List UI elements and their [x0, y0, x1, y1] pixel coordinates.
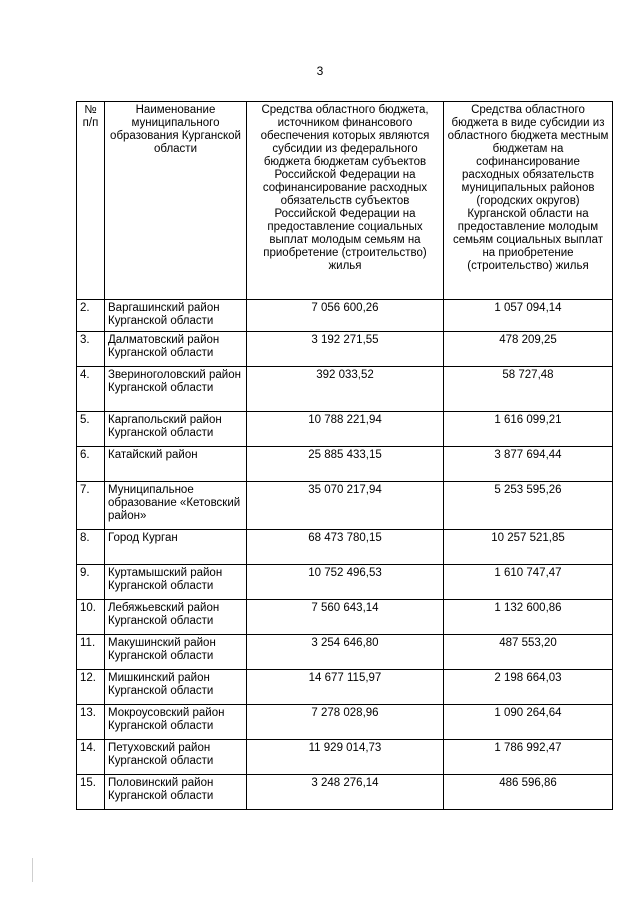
regional-funds-value: 1 057 094,14 — [444, 300, 613, 332]
table-body — [77, 300, 613, 810]
regional-funds-value: 58 727,48 — [444, 367, 613, 412]
municipality-name: Звериноголовский район Курганской области — [105, 367, 247, 412]
federal-funds-value: 14 677 115,97 — [247, 670, 444, 705]
federal-funds-value: 7 056 600,26 — [247, 300, 444, 332]
federal-funds-value: 11 929 014,73 — [247, 740, 444, 775]
table-row — [77, 740, 613, 775]
regional-funds-value: 10 257 521,85 — [444, 530, 613, 565]
row-number: 4. — [77, 367, 105, 412]
row-number: 9. — [77, 565, 105, 600]
regional-funds-value: 478 209,25 — [444, 332, 613, 367]
municipality-name: Мишкинский район Курганской области — [105, 670, 247, 705]
municipality-name: Варгашинский район Курганской области — [105, 300, 247, 332]
municipality-name: Половинский район Курганской области — [105, 775, 247, 810]
header-number: № п/п — [77, 102, 105, 300]
table-row — [77, 530, 613, 565]
regional-funds-value: 1 616 099,21 — [444, 412, 613, 447]
table-row — [77, 300, 613, 332]
table-row — [77, 600, 613, 635]
row-number: 8. — [77, 530, 105, 565]
table-row — [77, 367, 613, 412]
row-number: 14. — [77, 740, 105, 775]
header-regional-funds: Средства областного бюджета в виде субсидии из областного бюджета местным бюджетам на софинансирование расходных обязательств муниципальных районов (городских округов) Курганской области на предоставление молодым семьям социальных выплат на приобретение (строительство) жилья — [444, 102, 613, 300]
regional-funds-value: 1 090 264,64 — [444, 705, 613, 740]
municipality-name: Муниципальное образование «Кетовский район» — [105, 482, 247, 530]
scan-artifact — [32, 858, 33, 882]
federal-funds-value: 10 788 221,94 — [247, 412, 444, 447]
row-number: 6. — [77, 447, 105, 482]
municipality-name: Город Курган — [105, 530, 247, 565]
row-number: 15. — [77, 775, 105, 810]
table-row — [77, 412, 613, 447]
row-number: 2. — [77, 300, 105, 332]
federal-funds-value: 7 278 028,96 — [247, 705, 444, 740]
federal-funds-value: 3 254 646,80 — [247, 635, 444, 670]
table-row — [77, 670, 613, 705]
federal-funds-value: 68 473 780,15 — [247, 530, 444, 565]
federal-funds-value: 10 752 496,53 — [247, 565, 444, 600]
table-row — [77, 447, 613, 482]
federal-funds-value: 392 033,52 — [247, 367, 444, 412]
header-row — [77, 102, 613, 300]
header-municipality: Наименование муниципального образования Курганской области — [105, 102, 247, 300]
regional-funds-value: 1 786 992,47 — [444, 740, 613, 775]
row-number: 5. — [77, 412, 105, 447]
regional-funds-value: 3 877 694,44 — [444, 447, 613, 482]
budget-table — [76, 101, 613, 810]
municipality-name: Куртамышский район Курганской области — [105, 565, 247, 600]
table-row — [77, 775, 613, 810]
table-row — [77, 635, 613, 670]
table-header — [77, 102, 613, 300]
regional-funds-value: 5 253 595,26 — [444, 482, 613, 530]
municipality-name: Макушинский район Курганской области — [105, 635, 247, 670]
page-number: 3 — [316, 64, 324, 78]
municipality-name: Лебяжьевский район Курганской области — [105, 600, 247, 635]
federal-funds-value: 35 070 217,94 — [247, 482, 444, 530]
municipality-name: Мокроусовский район Курганской области — [105, 705, 247, 740]
federal-funds-value: 25 885 433,15 — [247, 447, 444, 482]
regional-funds-value: 2 198 664,03 — [444, 670, 613, 705]
federal-funds-value: 3 192 271,55 — [247, 332, 444, 367]
table-row — [77, 705, 613, 740]
row-number: 10. — [77, 600, 105, 635]
table-row — [77, 565, 613, 600]
table-row — [77, 332, 613, 367]
municipality-name: Каргапольский район Курганской области — [105, 412, 247, 447]
federal-funds-value: 3 248 276,14 — [247, 775, 444, 810]
row-number: 11. — [77, 635, 105, 670]
header-federal-funds: Средства областного бюджета, источником финансового обеспечения которых являются субсидии из федерального бюджета бюджетам субъектов Российской Федерации на софинансирование расходных обязательств субъектов Российской Федерации на предоставление социальных выплат молодым семьям на приобретение (строительство) жилья — [247, 102, 444, 300]
regional-funds-value: 1 610 747,47 — [444, 565, 613, 600]
row-number: 3. — [77, 332, 105, 367]
federal-funds-value: 7 560 643,14 — [247, 600, 444, 635]
municipality-name: Далматовский район Курганской области — [105, 332, 247, 367]
row-number: 12. — [77, 670, 105, 705]
row-number: 7. — [77, 482, 105, 530]
municipality-name: Петуховский район Курганской области — [105, 740, 247, 775]
row-number: 13. — [77, 705, 105, 740]
regional-funds-value: 487 553,20 — [444, 635, 613, 670]
regional-funds-value: 486 596,86 — [444, 775, 613, 810]
table-row — [77, 482, 613, 530]
municipality-name: Катайский район — [105, 447, 247, 482]
regional-funds-value: 1 132 600,86 — [444, 600, 613, 635]
